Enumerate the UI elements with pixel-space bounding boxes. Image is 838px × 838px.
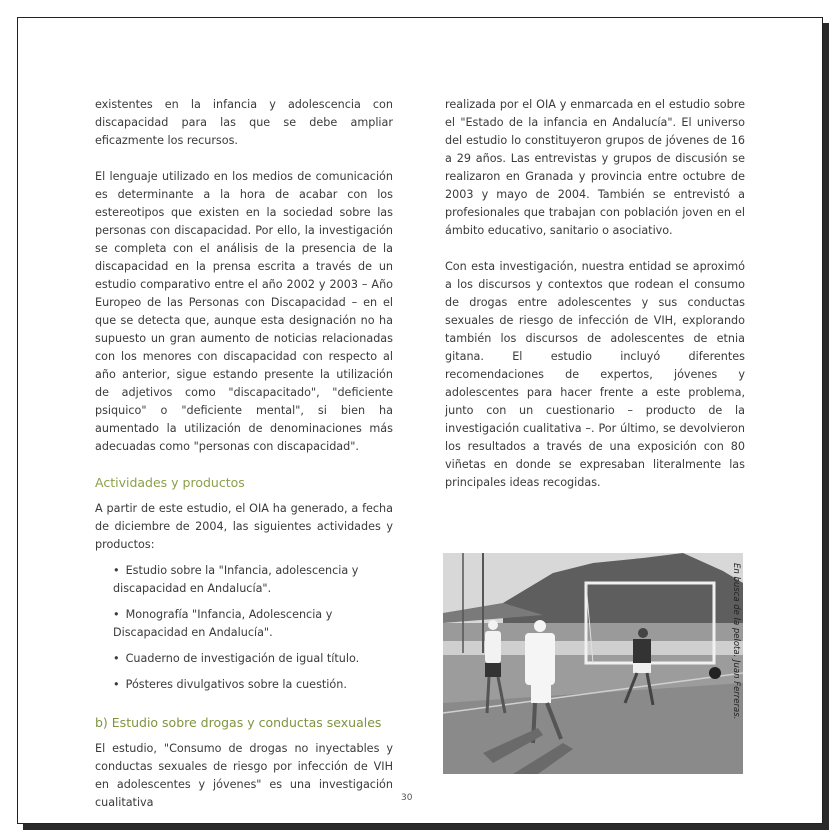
section-heading-drugs-study: b) Estudio sobre drogas y conductas sexuales <box>95 715 382 730</box>
list-item: • Estudio sobre la "Infancia, adolescencia y discapacidad en Andalucía". <box>113 564 359 595</box>
paragraph: El estudio, "Consumo de drogas no inyectables y conductas sexuales de riesgo por infección de VIH en adolescentes y jóvenes" es una investigación cualitativa <box>95 742 393 809</box>
list-item: • Monografía "Infancia, Adolescencia y Discapacidad en Andalucía". <box>113 608 333 639</box>
activities-list <box>113 562 393 694</box>
list-item: • Pósteres divulgativos sobre la cuestión. <box>113 678 347 691</box>
photo-credit: En busca de la pelota. Juan Ferreras. <box>731 563 741 720</box>
page-number: 30 <box>401 793 413 803</box>
bullet-icon: • <box>113 608 120 621</box>
document-page <box>17 17 823 824</box>
bullet-icon: • <box>113 564 120 577</box>
paragraph: realizada por el OIA y enmarcada en el estudio sobre el "Estado de la infancia en Andalucía". El universo del estudio lo constituyeron grupos de jóvenes de 16 a 29 años. Las entrevistas y grupos de discusión se realizaron en Granada y provincia entre octubre de 2003 y mayo de 2004. También se entrevistó a profesionales que trabajan con población joven en el ámbito educativo, sanitario o asociativo. <box>445 98 745 237</box>
photo-football-court <box>443 553 743 774</box>
bullet-icon: • <box>113 652 120 665</box>
left-column <box>95 96 393 830</box>
paragraph: existentes en la infancia y adolescencia con discapacidad para las que se debe ampliar eficazmente los recursos. <box>95 98 393 147</box>
photo-illustration <box>443 553 743 774</box>
paragraph: Con esta investigación, nuestra entidad se aproximó a los discursos y contextos que rodean el consumo de drogas entre adolescentes y sus conductas sexuales de riesgo de infección de VIH, explorando también los discursos de adolescentes de etnia gitana. El estudio incluyó diferentes recomendaciones de expertos, jóvenes y adolescentes para hacer frente a este problema, junto con un cuestionario – producto de la investigación cualitativa –. Por último, se devolvieron los resultados a través de una exposición con 80 viñetas en donde se expresaban literalmente las principales ideas recogidas. <box>445 260 745 489</box>
paragraph: El lenguaje utilizado en los medios de comunicación es determinante a la hora de acabar con los estereotipos que existen en la sociedad sobre las personas con discapacidad. Por ello, la investigación se completa con el análisis de la presencia de la discapacidad en la prensa escrita a través de un estudio comparativo entre el año 2002 y 2003 – Año Europeo de las Personas con Discapacidad – en el que se detecta que, aunque esta designación no ha supuesto un gran aumento de noticias relacionadas con los menores con discapacidad con respecto al año anterior, sigue estando presente la utilización de adjetivos como "discapacitado", "deficiente psiquico" o "deficiente mental", si bien ha aumentado la utilización de denominaciones más adecuadas como "personas con discapacidad". <box>95 170 393 453</box>
right-column <box>445 96 745 510</box>
paragraph: A partir de este estudio, el OIA ha generado, a fecha de diciembre de 2004, las siguientes actividades y productos: <box>95 502 393 551</box>
section-heading-activities: Actividades y productos <box>95 475 245 490</box>
bullet-icon: • <box>113 678 120 691</box>
list-item: • Cuaderno de investigación de igual título. <box>113 652 360 665</box>
